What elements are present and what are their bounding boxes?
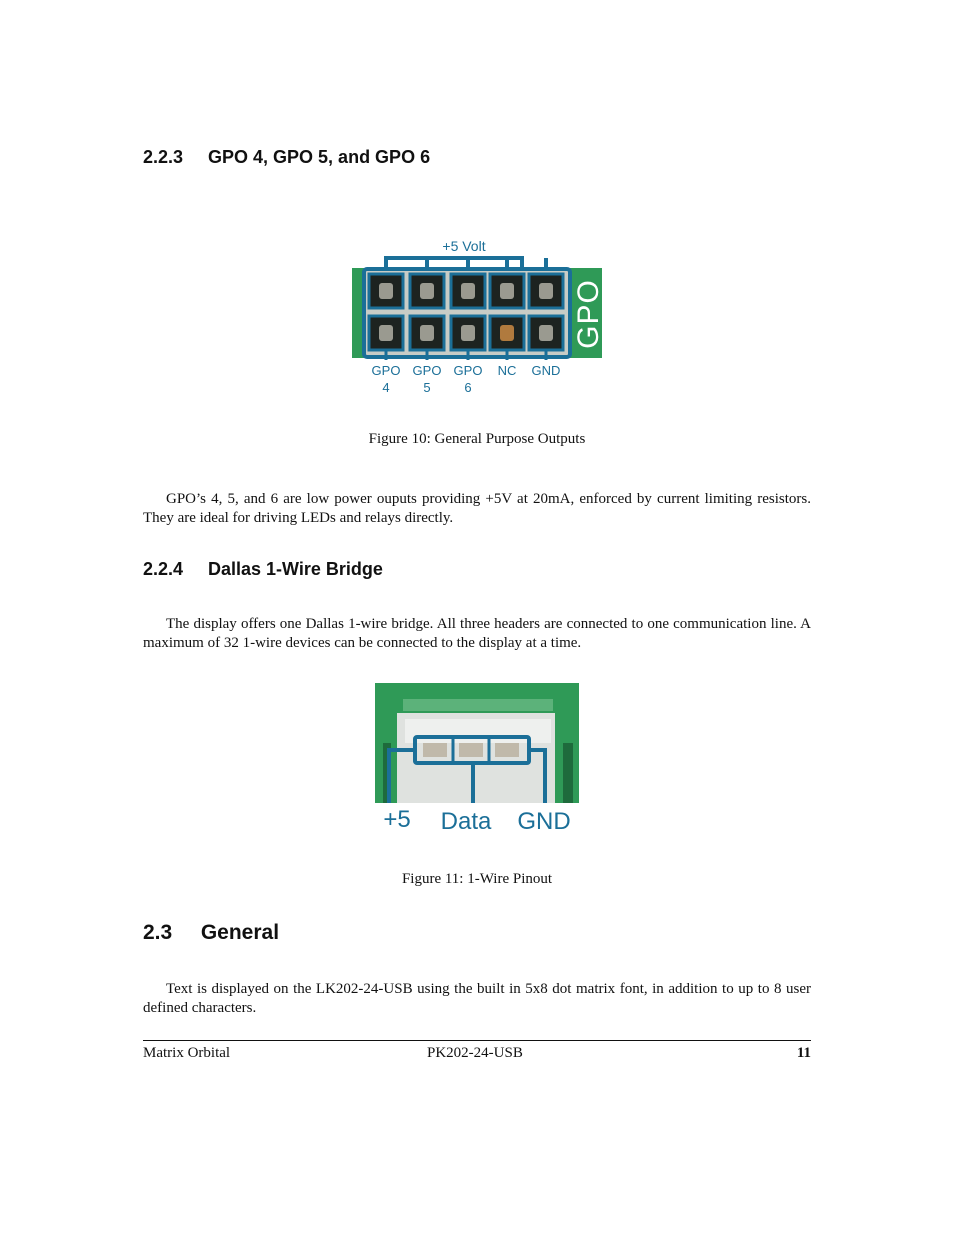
gpo-pin bbox=[539, 283, 553, 299]
gpo-pin bbox=[500, 283, 514, 299]
section-title: General bbox=[200, 921, 280, 944]
section-number: 2.2.4 bbox=[143, 559, 184, 579]
section-number: 2.2.3 bbox=[143, 147, 184, 167]
gpo-pin bbox=[420, 325, 434, 341]
gpo-pin bbox=[461, 325, 475, 341]
footer-center: PK202-24-USB bbox=[427, 1045, 523, 1061]
section-heading-gpo bbox=[143, 147, 430, 168]
plus5-label: +5 bbox=[383, 806, 411, 833]
section-number: 2.3 bbox=[143, 921, 173, 944]
section-heading-general bbox=[143, 921, 279, 945]
pin-label-line2: 4 bbox=[382, 380, 390, 395]
pin-label-line1: NC bbox=[497, 363, 517, 378]
page-number: 11 bbox=[796, 1045, 811, 1061]
footer-rule bbox=[143, 1040, 811, 1041]
gnd-label: GND bbox=[517, 808, 571, 835]
section-heading-dallas bbox=[143, 559, 383, 580]
figure-gpo-diagram bbox=[340, 232, 610, 402]
pin-label-line1: GPO bbox=[371, 363, 401, 378]
gpo-paragraph: GPO’s 4, 5, and 6 are low power ouputs providing +5V at 20mA, enforced by current limiting resistors. They are ideal for driving LEDs and relays directly. bbox=[143, 491, 811, 526]
volt-label: +5 Volt bbox=[442, 238, 486, 254]
pin-label-line1: GPO bbox=[412, 363, 442, 378]
volt-bracket bbox=[386, 258, 522, 268]
gpo-pin bbox=[379, 283, 393, 299]
pin-label-line2: 6 bbox=[464, 380, 472, 395]
pin-label-line2: 5 bbox=[423, 380, 431, 395]
dallas-paragraph: The display offers one Dallas 1-wire bridge. All three headers are connected to one communication line. A maximum of 32 1-wire devices can be connected to the display at a time. bbox=[143, 616, 811, 651]
figure-11-caption: Figure 11: 1-Wire Pinout bbox=[401, 871, 553, 887]
footer-left: Matrix Orbital bbox=[143, 1045, 231, 1061]
pin-label-line1: GND bbox=[531, 363, 561, 378]
gpo-header-illustration bbox=[340, 232, 610, 402]
gpo-pin bbox=[379, 325, 393, 341]
pin-plus5 bbox=[423, 743, 447, 757]
data-label: Data bbox=[440, 808, 492, 835]
gpo-silkscreen-label: GPO bbox=[572, 279, 605, 349]
figure-onewire-diagram bbox=[375, 683, 580, 838]
pin-gnd bbox=[495, 743, 519, 757]
gpo-pin bbox=[420, 283, 434, 299]
gpo-pin bbox=[461, 283, 475, 299]
pin-data bbox=[459, 743, 483, 757]
gpo-pin bbox=[539, 325, 553, 341]
pin-label-line1: GPO bbox=[453, 363, 483, 378]
general-paragraph: Text is displayed on the LK202-24-USB using the built in 5x8 dot matrix font, in addition to up to 8 user defined characters. bbox=[143, 981, 811, 1016]
section-title: GPO 4, GPO 5, and GPO 6 bbox=[208, 147, 431, 167]
section-title: Dallas 1-Wire Bridge bbox=[208, 559, 383, 579]
figure-10-caption: Figure 10: General Purpose Outputs bbox=[368, 431, 586, 447]
onewire-header-illustration bbox=[375, 683, 580, 838]
gpo-pin bbox=[500, 325, 514, 341]
